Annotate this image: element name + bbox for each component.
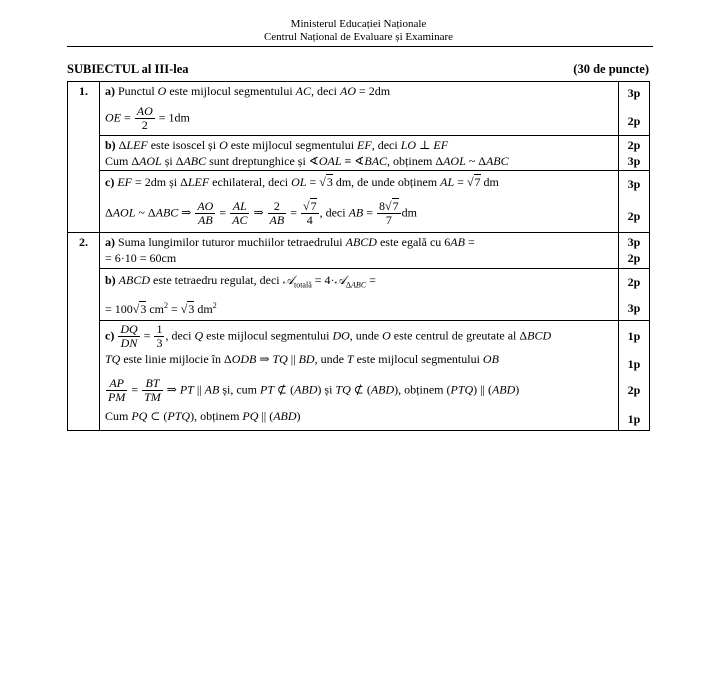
part-line: $\frac{AP}{PM}$ = $\frac{BT}{TM}$ ⇒ PT || AB și, cum PT ⊄ (ABD) și TQ ⊄ (ABD), obținem (PTQ) || (ABD) [108,375,520,404]
score-cell [619,136,650,171]
part-2c [100,321,619,431]
score: 2p [627,383,641,397]
part-1c [100,171,619,233]
score: 2p [627,275,641,289]
answer-table [67,81,650,431]
score: 2p [627,114,641,128]
table-row [68,233,650,269]
table-row [68,269,650,321]
part-1b [100,136,619,171]
header-rule [67,46,653,47]
part-line: Cum PQ ⊂ (PTQ), obținem PQ || (ABD) [105,409,301,423]
problem-number: 2. [68,233,100,431]
subject-points: (30 de puncte) [573,62,649,76]
part-line: TQ este linie mijlocie în ΔODB ⇒ TQ || BD, unde T este mijlocul segmentului OB [105,352,499,366]
part-line: ΔAOL ~ ΔABC ⇒ $\frac{AO}{AB}$ = $\frac{AL}{AC}$ ⇒ $\frac{2}{AB}$ = $\frac{√7}{4}$ , deci AB = $\frac{8√7}{7}$ dm [105,198,417,227]
part-line: b) ABCD este tetraedru regulat, deci 𝒜$_{totală}$ = 4·𝒜$_{\Delta ABC}$ = [105,273,376,290]
table-row [68,136,650,171]
part-line: a) Punctul O este mijlocul segmentului AC, deci AO = 2dm [105,84,391,98]
score: 1p [627,329,641,343]
score-cell [619,171,650,233]
header-center: Centrul Național de Evaluare și Examinare [263,31,454,43]
score: 1p [627,357,641,371]
score-cell [619,82,650,136]
part-line: b) ΔLEF este isoscel și O este mijlocul segmentului EF, deci LO ⊥ EF [105,138,449,152]
score: 3p [627,235,641,249]
subject-title: SUBIECTUL al III-lea [67,62,189,76]
part-line: OE = $\frac{AO}{2}$ = 1dm [105,103,190,132]
table-row [68,82,650,136]
score: 3p [627,154,641,168]
part-line: = 100√3 $cm^2 = √3$ $dm^2$ [105,301,217,316]
score: 3p [627,177,641,191]
part-line: c) $\frac{DQ}{DN}$ = $\frac{1}{3}$ , deci Q este mijlocul segmentului DO, unde O este centrul de greutate al ΔBCD [105,321,552,350]
score-cell [619,321,650,431]
table-row [68,171,650,233]
score: 3p [627,86,641,100]
score-cell [619,233,650,269]
part-2b [100,269,619,321]
part-2a [100,233,619,269]
part-line: Cum ΔAOL și ΔABC sunt dreptunghice și ∢OAL ≡ ∢BAC, obținem ΔAOL ~ ΔABC [105,154,509,168]
score: 3p [627,301,641,315]
score-cell [619,269,650,321]
part-line: = 6·10 = 60cm [105,251,177,265]
problem-number: 1. [68,82,100,233]
score: 2p [627,209,641,223]
score: 2p [627,251,641,265]
header-ministry: Ministerul Educației Naționale [290,18,427,30]
part-line: a) Suma lungimilor tuturor muchiilor tetraedrului ABCD este egală cu 6AB = [105,235,475,249]
score: 1p [627,412,641,426]
score: 2p [627,138,641,152]
part-1a [100,82,619,136]
part-line: c) EF = 2dm și ΔLEF echilateral, deci OL = √3 dm, de unde obținem AL = √7 dm [105,175,499,189]
table-row [68,321,650,431]
